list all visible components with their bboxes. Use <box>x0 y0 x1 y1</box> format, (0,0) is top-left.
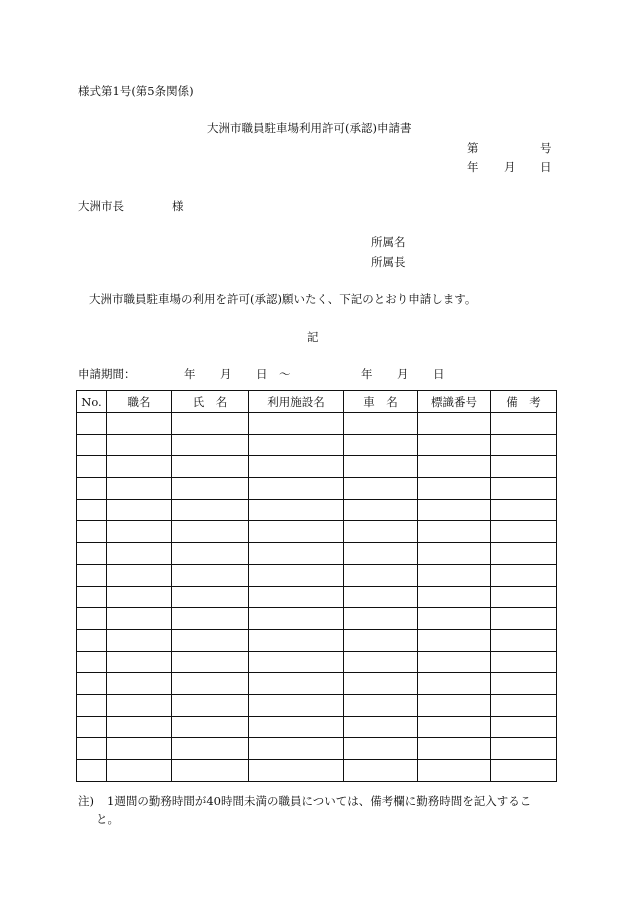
period-tilde: ～ <box>279 367 291 381</box>
addressee-honorific: 様 <box>172 199 184 213</box>
cell-name[interactable] <box>172 651 249 673</box>
note-prefix: 注) <box>78 794 94 808</box>
cell-car[interactable] <box>344 499 418 521</box>
table-row <box>77 651 557 673</box>
cell-car[interactable] <box>344 586 418 608</box>
cell-job-title[interactable] <box>107 434 172 456</box>
cell-no[interactable] <box>77 694 107 716</box>
cell-no[interactable] <box>77 434 107 456</box>
cell-job-title[interactable] <box>107 738 172 760</box>
cell-facility[interactable] <box>249 673 344 695</box>
cell-remarks[interactable] <box>491 608 557 630</box>
column-header-car: 車 名 <box>344 391 418 413</box>
cell-job-title[interactable] <box>107 760 172 782</box>
cell-car[interactable] <box>344 673 418 695</box>
cell-job-title[interactable] <box>107 694 172 716</box>
cell-remarks[interactable] <box>491 629 557 651</box>
cell-facility[interactable] <box>249 521 344 543</box>
cell-facility[interactable] <box>249 543 344 565</box>
cell-no[interactable] <box>77 543 107 565</box>
cell-plate-number[interactable] <box>418 543 491 565</box>
cell-remarks[interactable] <box>491 521 557 543</box>
cell-car[interactable] <box>344 716 418 738</box>
period-start-month: 月 <box>220 367 232 381</box>
cell-facility[interactable] <box>249 738 344 760</box>
cell-job-title[interactable] <box>107 521 172 543</box>
cell-plate-number[interactable] <box>418 673 491 695</box>
cell-name[interactable] <box>172 608 249 630</box>
reference-number-go: 号 <box>540 141 552 155</box>
cell-job-title[interactable] <box>107 716 172 738</box>
cell-name[interactable] <box>172 434 249 456</box>
date-month-label: 月 <box>504 160 516 174</box>
cell-facility[interactable] <box>249 478 344 500</box>
cell-job-title[interactable] <box>107 586 172 608</box>
cell-plate-number[interactable] <box>418 738 491 760</box>
table-row <box>77 521 557 543</box>
period-end-year: 年 <box>361 367 373 381</box>
cell-plate-number[interactable] <box>418 478 491 500</box>
cell-no[interactable] <box>77 716 107 738</box>
request-body-text: 大洲市職員駐車場の利用を許可(承認)願いたく、下記のとおり申請します。 <box>89 292 477 306</box>
application-table <box>76 390 557 782</box>
cell-no[interactable] <box>77 760 107 782</box>
note-text-line-1: 1週間の勤務時間が40時間未満の職員については、備考欄に勤務時間を記入するこ <box>107 794 532 808</box>
table-row <box>77 760 557 782</box>
cell-job-title[interactable] <box>107 543 172 565</box>
cell-facility[interactable] <box>249 716 344 738</box>
cell-car[interactable] <box>344 413 418 435</box>
table-row <box>77 564 557 586</box>
note-text-line-2: と。 <box>96 812 119 826</box>
cell-facility[interactable] <box>249 651 344 673</box>
cell-facility[interactable] <box>249 694 344 716</box>
cell-plate-number[interactable] <box>418 499 491 521</box>
cell-remarks[interactable] <box>491 543 557 565</box>
cell-plate-number[interactable] <box>418 434 491 456</box>
table-row <box>77 456 557 478</box>
cell-no[interactable] <box>77 478 107 500</box>
cell-facility[interactable] <box>249 629 344 651</box>
cell-facility[interactable] <box>249 456 344 478</box>
cell-facility[interactable] <box>249 413 344 435</box>
cell-remarks[interactable] <box>491 586 557 608</box>
cell-name[interactable] <box>172 586 249 608</box>
cell-no[interactable] <box>77 456 107 478</box>
cell-plate-number[interactable] <box>418 586 491 608</box>
cell-facility[interactable] <box>249 564 344 586</box>
cell-job-title[interactable] <box>107 673 172 695</box>
period-start-day: 日 <box>256 367 268 381</box>
column-header-job-title: 職名 <box>107 391 172 413</box>
document-title: 大洲市職員駐車場利用許可(承認)申請書 <box>207 121 412 135</box>
cell-car[interactable] <box>344 629 418 651</box>
table-row <box>77 413 557 435</box>
cell-name[interactable] <box>172 456 249 478</box>
table-row <box>77 673 557 695</box>
cell-plate-number[interactable] <box>418 413 491 435</box>
cell-facility[interactable] <box>249 586 344 608</box>
cell-car[interactable] <box>344 521 418 543</box>
cell-remarks[interactable] <box>491 413 557 435</box>
cell-plate-number[interactable] <box>418 694 491 716</box>
cell-job-title[interactable] <box>107 478 172 500</box>
cell-car[interactable] <box>344 651 418 673</box>
table-row <box>77 499 557 521</box>
table-row <box>77 478 557 500</box>
cell-name[interactable] <box>172 543 249 565</box>
table-row <box>77 738 557 760</box>
table-row <box>77 716 557 738</box>
cell-name[interactable] <box>172 564 249 586</box>
cell-car[interactable] <box>344 478 418 500</box>
cell-job-title[interactable] <box>107 608 172 630</box>
cell-name[interactable] <box>172 760 249 782</box>
cell-remarks[interactable] <box>491 564 557 586</box>
cell-name[interactable] <box>172 738 249 760</box>
cell-car[interactable] <box>344 434 418 456</box>
cell-facility[interactable] <box>249 499 344 521</box>
cell-car[interactable] <box>344 760 418 782</box>
table-header-row <box>77 391 557 413</box>
cell-car[interactable] <box>344 456 418 478</box>
cell-job-title[interactable] <box>107 629 172 651</box>
table-row <box>77 434 557 456</box>
period-end-month: 月 <box>397 367 409 381</box>
department-head-label: 所属長 <box>371 255 406 269</box>
cell-plate-number[interactable] <box>418 608 491 630</box>
cell-plate-number[interactable] <box>418 651 491 673</box>
cell-no[interactable] <box>77 673 107 695</box>
cell-plate-number[interactable] <box>418 760 491 782</box>
cell-name[interactable] <box>172 521 249 543</box>
cell-no[interactable] <box>77 629 107 651</box>
cell-job-title[interactable] <box>107 456 172 478</box>
cell-remarks[interactable] <box>491 456 557 478</box>
cell-no[interactable] <box>77 564 107 586</box>
column-header-name: 氏 名 <box>172 391 249 413</box>
cell-remarks[interactable] <box>491 738 557 760</box>
column-header-facility: 利用施設名 <box>249 391 344 413</box>
cell-name[interactable] <box>172 629 249 651</box>
cell-job-title[interactable] <box>107 413 172 435</box>
cell-job-title[interactable] <box>107 499 172 521</box>
table-row <box>77 629 557 651</box>
cell-name[interactable] <box>172 716 249 738</box>
cell-plate-number[interactable] <box>418 564 491 586</box>
cell-no[interactable] <box>77 651 107 673</box>
cell-remarks[interactable] <box>491 434 557 456</box>
column-header-no: No. <box>77 391 107 413</box>
cell-name[interactable] <box>172 478 249 500</box>
cell-name[interactable] <box>172 694 249 716</box>
cell-remarks[interactable] <box>491 694 557 716</box>
cell-no[interactable] <box>77 413 107 435</box>
cell-no[interactable] <box>77 521 107 543</box>
cell-car[interactable] <box>344 564 418 586</box>
cell-remarks[interactable] <box>491 673 557 695</box>
cell-name[interactable] <box>172 413 249 435</box>
column-header-plate-number: 標識番号 <box>418 391 491 413</box>
cell-no[interactable] <box>77 499 107 521</box>
table-row <box>77 586 557 608</box>
column-header-remarks: 備 考 <box>491 391 557 413</box>
cell-plate-number[interactable] <box>418 456 491 478</box>
reference-number-dai: 第 <box>467 141 479 155</box>
cell-name[interactable] <box>172 499 249 521</box>
cell-facility[interactable] <box>249 760 344 782</box>
cell-facility[interactable] <box>249 608 344 630</box>
cell-job-title[interactable] <box>107 564 172 586</box>
date-year-label: 年 <box>467 160 479 174</box>
cell-car[interactable] <box>344 738 418 760</box>
cell-name[interactable] <box>172 673 249 695</box>
cell-facility[interactable] <box>249 434 344 456</box>
addressee-name: 大洲市長 <box>78 199 124 213</box>
form-number: 様式第1号(第5条関係) <box>78 84 194 98</box>
cell-plate-number[interactable] <box>418 521 491 543</box>
cell-car[interactable] <box>344 608 418 630</box>
cell-no[interactable] <box>77 738 107 760</box>
cell-plate-number[interactable] <box>418 629 491 651</box>
cell-remarks[interactable] <box>491 478 557 500</box>
ki-heading: 記 <box>307 330 319 344</box>
cell-job-title[interactable] <box>107 651 172 673</box>
cell-no[interactable] <box>77 608 107 630</box>
cell-remarks[interactable] <box>491 499 557 521</box>
period-label: 申請期間： <box>78 367 136 381</box>
cell-remarks[interactable] <box>491 651 557 673</box>
period-start-year: 年 <box>184 367 196 381</box>
date-day-label: 日 <box>540 160 552 174</box>
table-row <box>77 694 557 716</box>
department-name-label: 所属名 <box>371 235 406 249</box>
period-end-day: 日 <box>433 367 445 381</box>
cell-plate-number[interactable] <box>418 716 491 738</box>
cell-car[interactable] <box>344 694 418 716</box>
cell-no[interactable] <box>77 586 107 608</box>
table-row <box>77 608 557 630</box>
cell-car[interactable] <box>344 543 418 565</box>
table-row <box>77 543 557 565</box>
cell-remarks[interactable] <box>491 760 557 782</box>
cell-remarks[interactable] <box>491 716 557 738</box>
